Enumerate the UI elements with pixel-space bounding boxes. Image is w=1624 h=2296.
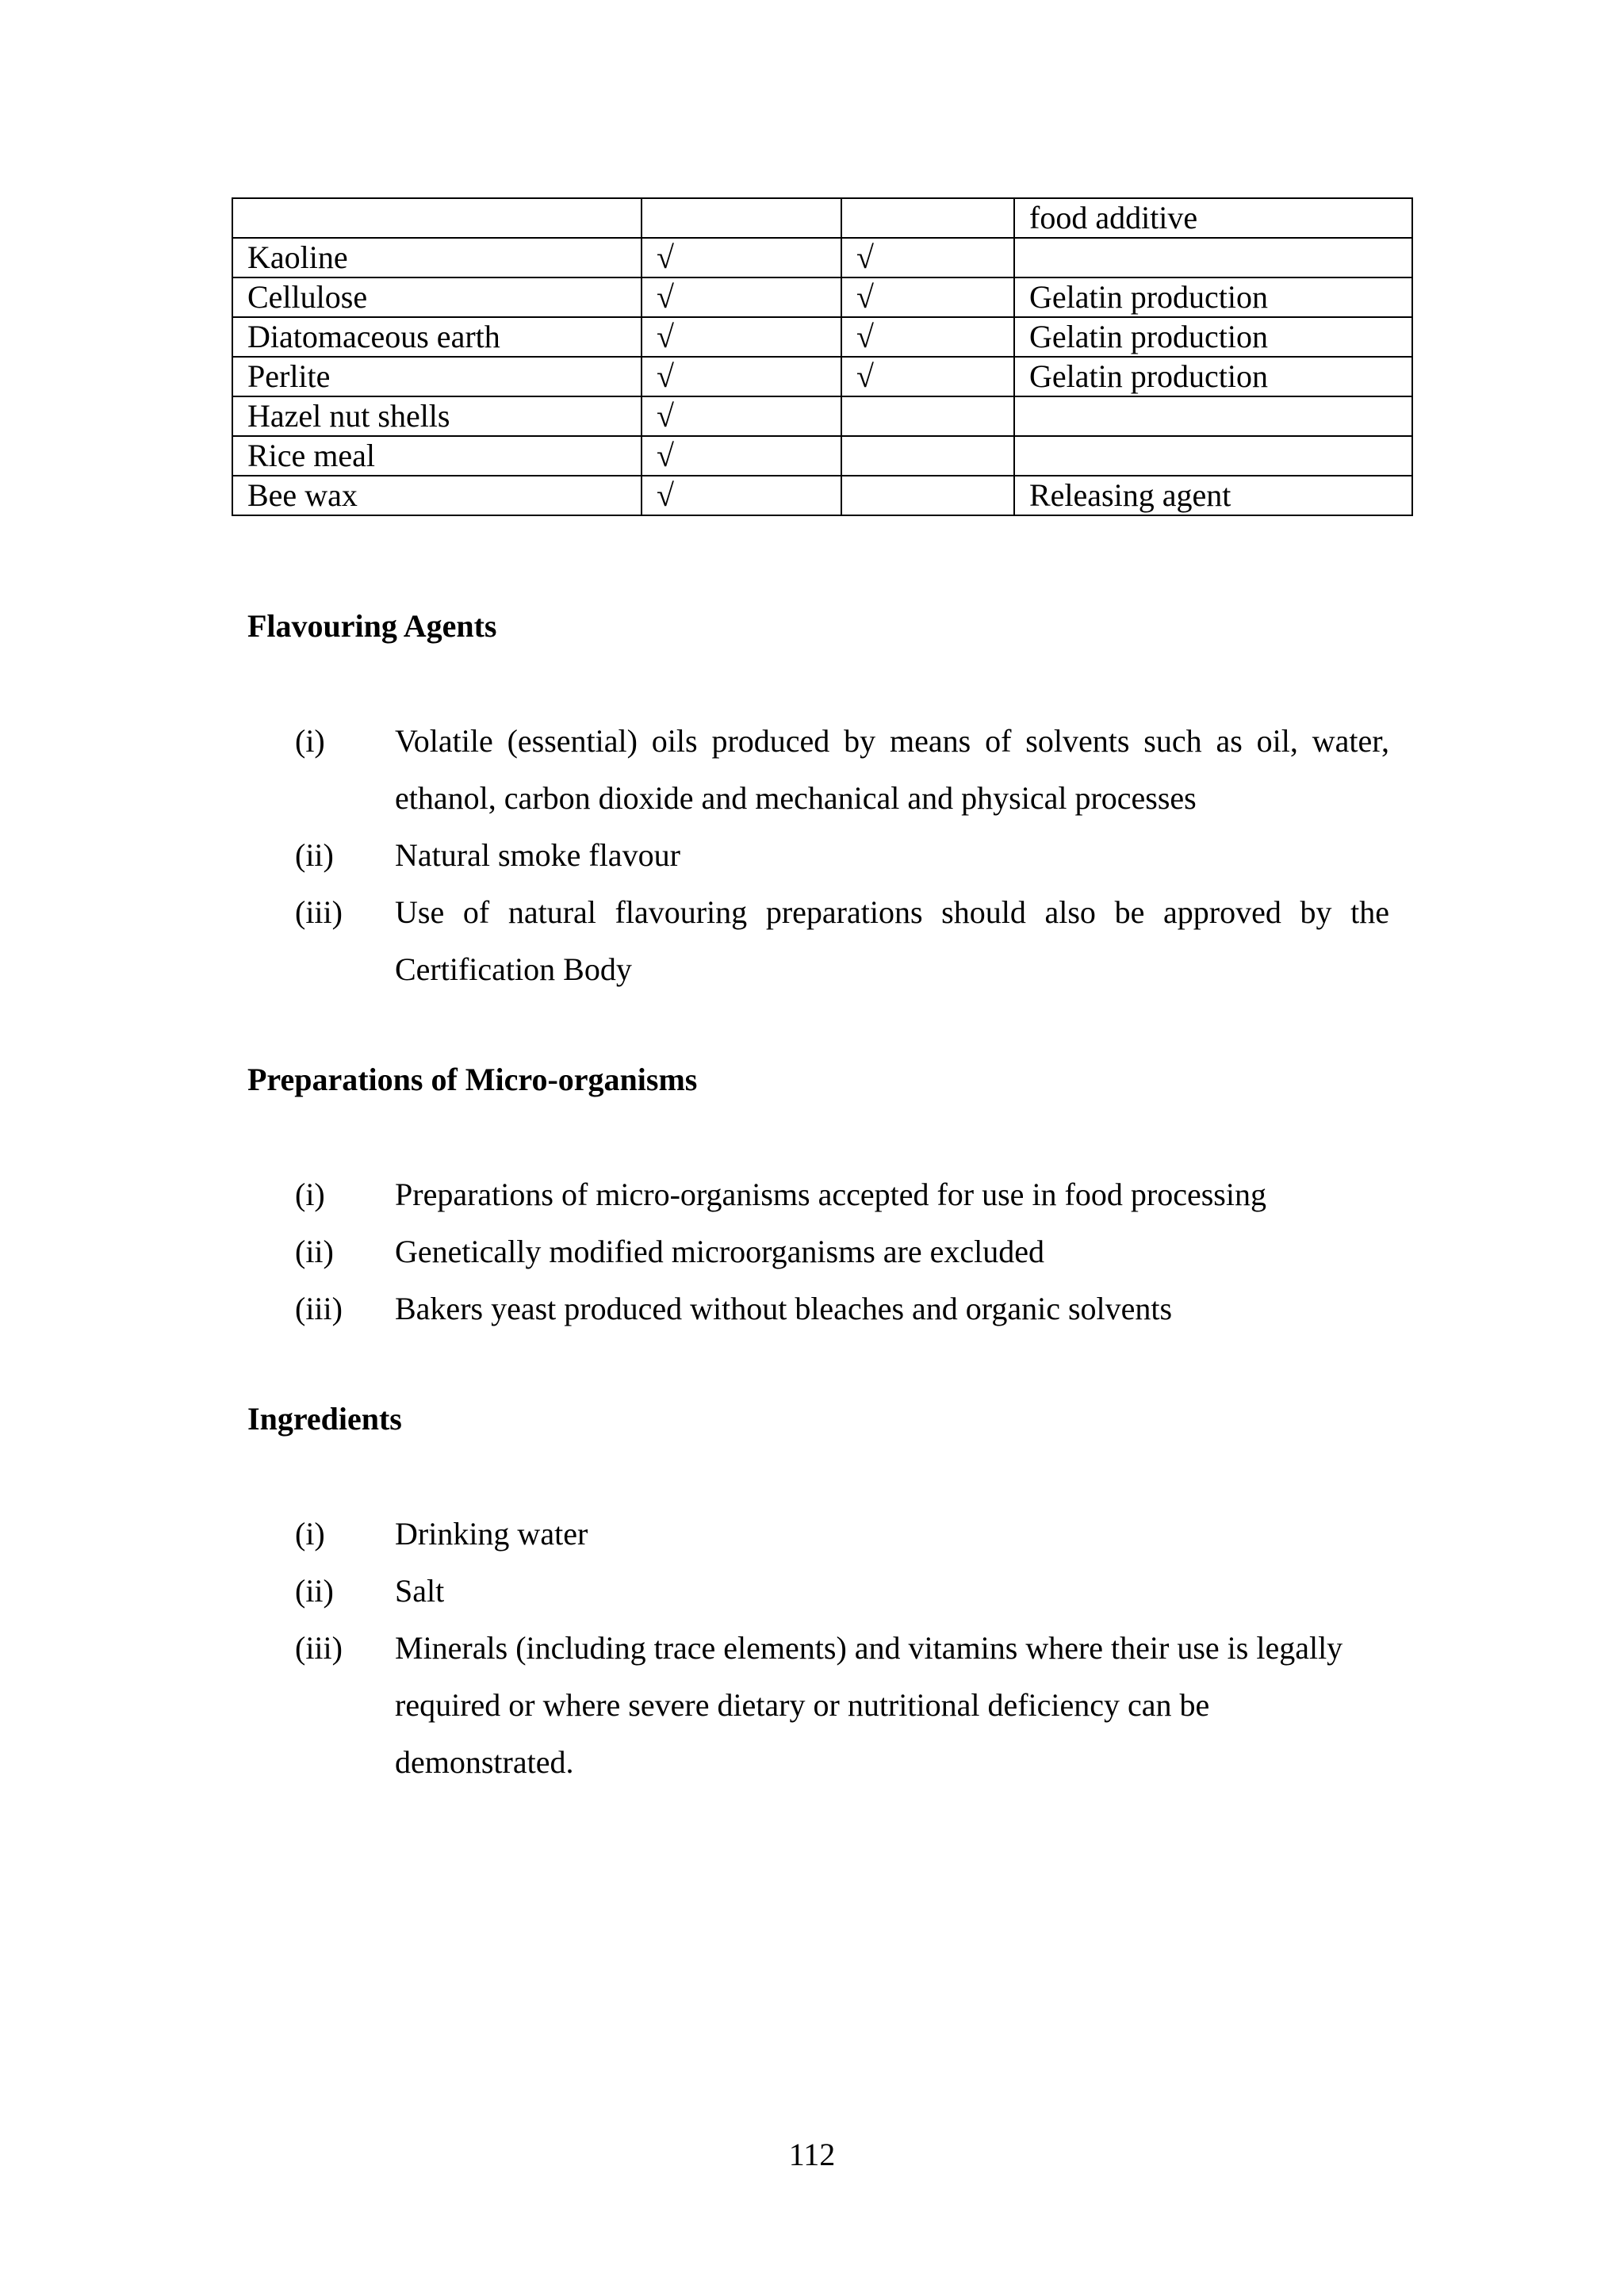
ingredients-list xyxy=(295,1506,1389,1791)
item-number: (iii) xyxy=(295,1291,343,1326)
check-mark-col3 xyxy=(841,476,1014,515)
substance-note xyxy=(1014,436,1412,476)
list-item xyxy=(295,827,1389,884)
check-mark-col2: √ xyxy=(642,396,841,436)
item-text: Minerals (including trace elements) and vitamins where their use is legally required or where severe dietary or nutritional deficiency can be demonstrated. xyxy=(395,1630,1343,1780)
item-text: Drinking water xyxy=(395,1516,588,1552)
item-text: Salt xyxy=(395,1573,445,1609)
check-mark-col3: √ xyxy=(841,317,1014,357)
substance-note: Gelatin production xyxy=(1014,277,1412,317)
section-heading-ingredients: Ingredients xyxy=(247,1401,402,1437)
substance-name: Hazel nut shells xyxy=(232,396,642,436)
check-mark-col2: √ xyxy=(642,476,841,515)
substance-note: Gelatin production xyxy=(1014,357,1412,396)
item-text: Bakers yeast produced without bleaches and organic solvents xyxy=(395,1291,1173,1326)
substance-note xyxy=(1014,396,1412,436)
substance-name: Bee wax xyxy=(232,476,642,515)
check-mark-col2: √ xyxy=(642,357,841,396)
check-mark-col2: √ xyxy=(642,317,841,357)
table-row xyxy=(232,436,1412,476)
table-row xyxy=(232,198,1412,238)
table-row xyxy=(232,476,1412,515)
list-item xyxy=(295,1280,1389,1337)
item-number: (iii) xyxy=(295,894,343,930)
substance-name: Rice meal xyxy=(232,436,642,476)
check-mark-col3 xyxy=(841,198,1014,238)
table-row xyxy=(232,238,1412,277)
item-number: (i) xyxy=(295,1516,325,1552)
item-text: Preparations of micro-organisms accepted for use in food processing xyxy=(395,1177,1266,1212)
substance-name: Diatomaceous earth xyxy=(232,317,642,357)
list-item xyxy=(295,1506,1389,1563)
table-row xyxy=(232,357,1412,396)
check-mark-col3 xyxy=(841,436,1014,476)
list-item xyxy=(295,1620,1389,1791)
check-mark-col2: √ xyxy=(642,238,841,277)
check-mark-col3: √ xyxy=(841,357,1014,396)
substance-note: Releasing agent xyxy=(1014,476,1412,515)
item-number: (i) xyxy=(295,1177,325,1212)
substance-note xyxy=(1014,238,1412,277)
item-text: Use of natural flavouring preparations should also be approved by the Certification Body xyxy=(395,894,1389,987)
section-heading-micro-organisms: Preparations of Micro-organisms xyxy=(247,1062,698,1097)
substance-note: food additive xyxy=(1014,198,1412,238)
check-mark-col2: √ xyxy=(642,436,841,476)
page-number: 112 xyxy=(788,2137,836,2172)
item-number: (ii) xyxy=(295,1234,334,1269)
item-text: Genetically modified microorganisms are excluded xyxy=(395,1234,1044,1269)
flavouring-agents-list xyxy=(295,713,1389,998)
substance-name xyxy=(232,198,642,238)
check-mark-col3: √ xyxy=(841,277,1014,317)
list-item xyxy=(295,1563,1389,1620)
list-item xyxy=(295,1166,1389,1223)
list-item xyxy=(295,1223,1389,1280)
item-text: Natural smoke flavour xyxy=(395,837,680,873)
list-item xyxy=(295,713,1389,827)
substance-note: Gelatin production xyxy=(1014,317,1412,357)
item-number: (i) xyxy=(295,723,325,759)
item-number: (ii) xyxy=(295,1573,334,1609)
check-mark-col3 xyxy=(841,396,1014,436)
section-heading-flavouring-agents: Flavouring Agents xyxy=(247,608,497,644)
substances-table xyxy=(232,197,1413,516)
list-item xyxy=(295,884,1389,998)
item-text: Volatile (essential) oils produced by means of solvents such as oil, water, ethanol, carbon dioxide and mechanical and physical processes xyxy=(395,723,1389,816)
table-row xyxy=(232,396,1412,436)
check-mark-col2: √ xyxy=(642,277,841,317)
table-row xyxy=(232,317,1412,357)
item-number: (ii) xyxy=(295,837,334,873)
table-row xyxy=(232,277,1412,317)
item-number: (iii) xyxy=(295,1630,343,1666)
check-mark-col2 xyxy=(642,198,841,238)
micro-organisms-list xyxy=(295,1166,1389,1337)
substance-name: Perlite xyxy=(232,357,642,396)
substance-name: Cellulose xyxy=(232,277,642,317)
substance-name: Kaoline xyxy=(232,238,642,277)
check-mark-col3: √ xyxy=(841,238,1014,277)
